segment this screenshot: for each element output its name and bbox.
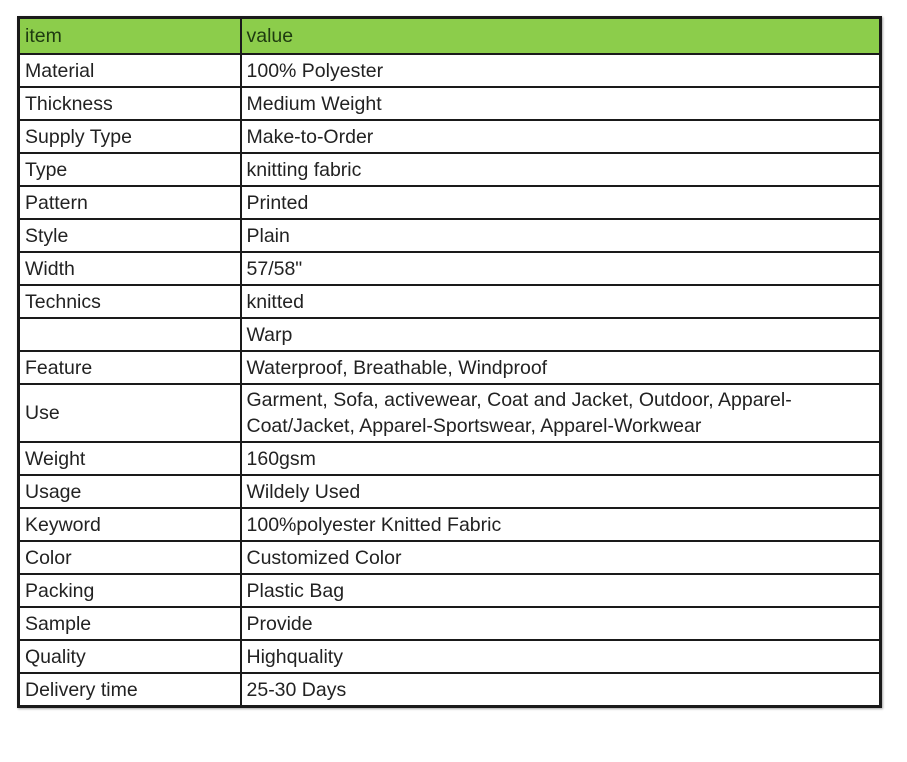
row-item: Style (19, 219, 241, 252)
row-value: 160gsm (241, 442, 881, 475)
row-value: Customized Color (241, 541, 881, 574)
row-value: Wildely Used (241, 475, 881, 508)
row-value: 100% Polyester (241, 54, 881, 87)
row-value: Warp (241, 318, 881, 351)
table-row (19, 541, 881, 574)
header-row (19, 18, 881, 55)
row-value: Provide (241, 607, 881, 640)
row-value: Highquality (241, 640, 881, 673)
row-item: Material (19, 54, 241, 87)
row-value: Make-to-Order (241, 120, 881, 153)
row-value: Plain (241, 219, 881, 252)
row-item: Width (19, 252, 241, 285)
row-value: Garment, Sofa, activewear, Coat and Jacket, Outdoor, Apparel-Coat/Jacket, Apparel-Sportswear, Apparel-Workwear (241, 384, 881, 442)
table-row (19, 475, 881, 508)
row-item: Sample (19, 607, 241, 640)
table-row (19, 252, 881, 285)
table-row (19, 219, 881, 252)
table-row (19, 54, 881, 87)
row-item: Supply Type (19, 120, 241, 153)
table-row (19, 607, 881, 640)
row-value: Medium Weight (241, 87, 881, 120)
table-row (19, 285, 881, 318)
row-item: Thickness (19, 87, 241, 120)
row-value: knitting fabric (241, 153, 881, 186)
row-item: Keyword (19, 508, 241, 541)
table-row (19, 574, 881, 607)
table-row (19, 442, 881, 475)
row-value: Waterproof, Breathable, Windproof (241, 351, 881, 384)
row-value: 57/58" (241, 252, 881, 285)
row-item: Weight (19, 442, 241, 475)
row-value: Plastic Bag (241, 574, 881, 607)
row-item: Packing (19, 574, 241, 607)
row-item: Type (19, 153, 241, 186)
row-item: Pattern (19, 186, 241, 219)
row-item: Delivery time (19, 673, 241, 707)
row-item: Technics (19, 285, 241, 318)
row-value: 25-30 Days (241, 673, 881, 707)
row-item: Color (19, 541, 241, 574)
table-row (19, 351, 881, 384)
row-item: Use (19, 384, 241, 442)
row-value: knitted (241, 285, 881, 318)
header-item: item (19, 18, 241, 55)
row-item: Quality (19, 640, 241, 673)
table-row (19, 640, 881, 673)
table-row (19, 87, 881, 120)
table-row (19, 153, 881, 186)
header-value: value (241, 18, 881, 55)
table-row (19, 120, 881, 153)
row-item (19, 318, 241, 351)
spec-table (17, 16, 882, 708)
row-item: Usage (19, 475, 241, 508)
row-item: Feature (19, 351, 241, 384)
table-row (19, 384, 881, 442)
table-row (19, 186, 881, 219)
table-row (19, 318, 881, 351)
table-row (19, 508, 881, 541)
row-value: 100%polyester Knitted Fabric (241, 508, 881, 541)
row-value: Printed (241, 186, 881, 219)
table-row (19, 673, 881, 707)
